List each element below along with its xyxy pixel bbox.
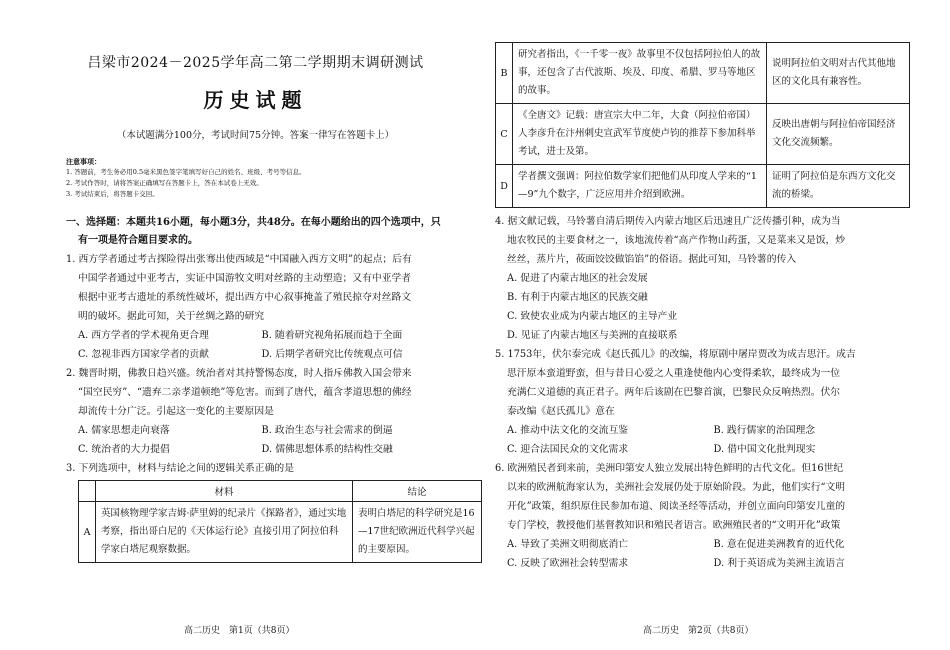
question-5 — [495, 345, 920, 421]
question-line: 充满仁义道德的真正君子。两年后该剧在巴黎首演，巴黎民众反响热烈。伏尔 — [507, 387, 841, 398]
question-line: 专门学校，教授他们基督教知识和殖民者语言。欧洲殖民者的“文明开化”政策 — [507, 520, 841, 531]
footer-left: 高二历史 第1页（共8页） — [184, 626, 295, 636]
option-a: A. 西方学者的学术视角更合理 — [78, 330, 209, 341]
footer-right: 高二历史 第2页（共8页） — [643, 626, 754, 636]
option-d: D. 儒佛思想体系的结构性交融 — [261, 444, 393, 455]
question-line: 以来的欧洲航海家认为，美洲社会发展仍处于原始阶段。为此，他们实行“文明 — [507, 482, 846, 493]
question-4-options — [495, 269, 920, 345]
question-3-table-part2 — [495, 42, 910, 208]
question-line: 1. 西方学者通过考古探险得出张骞出使西域是“中国融入西方文明”的起点；后有 — [66, 254, 412, 265]
question-4 — [495, 212, 920, 269]
option-a: A. 儒家思想走向衰落 — [78, 425, 170, 436]
row-letter: B — [496, 43, 513, 104]
row-letter: D — [496, 165, 513, 208]
row-letter: C — [496, 104, 513, 165]
attention-item: 3. 考试结束后，将答题卡交回。 — [66, 190, 159, 198]
table-header-blank — [79, 481, 96, 502]
question-line: 地农牧民的主要食材之一，该地流传着“高产作物山药蛋，又是菜来又是饭，炒 — [507, 235, 846, 246]
question-line: 根据中亚考古遗址的系统性破坏，提出西方中心叙事掩盖了殖民掠夺对丝路文 — [78, 292, 412, 303]
option-d: D. 借中国文化批判现实 — [713, 444, 816, 455]
table-header-conclusion: 结论 — [353, 481, 482, 502]
question-line: 泰改编《赵氏孤儿》意在 — [507, 406, 615, 417]
exam-title: 吕梁市2024－2025学年高二第二学期期末调研测试 — [87, 55, 424, 71]
attention-title: 注意事项： — [66, 157, 101, 166]
question-line: 3. 下列选项中，材料与结论之间的逻辑关系正确的是 — [66, 463, 294, 474]
question-2-options — [66, 421, 445, 459]
option-b: B. 有利于内蒙古地区的民族交融 — [507, 292, 648, 303]
section-heading-line: 有一项是符合题目要求的。 — [78, 235, 198, 246]
row-material: 学者撰文强调：阿拉伯数学家们把他们从印度人学来的“1—9”九个数字，广泛应用并介绍到欧洲。 — [513, 165, 767, 208]
question-2 — [66, 364, 445, 421]
question-line: 明的破坏。据此可知，关于丝绸之路的研究 — [78, 311, 265, 322]
option-c: C. 反映了欧洲社会转型需求 — [507, 558, 629, 569]
section-heading-line: 一、选择题：本题共16小题，每小题3分，共48分。在每小题给出的四个选项中，只 — [66, 217, 441, 228]
table-header-material: 材料 — [96, 481, 353, 502]
table-row — [496, 165, 910, 208]
option-c: C. 迎合法国民众的文化需求 — [507, 444, 629, 455]
question-6 — [495, 459, 920, 535]
table-row — [496, 43, 910, 104]
question-6-options — [495, 535, 920, 573]
option-b: B. 意在促进美洲教育的近代化 — [713, 539, 845, 550]
question-1 — [66, 250, 445, 326]
question-1-options — [66, 326, 445, 364]
option-d: D. 利于英语成为美洲主流语言 — [713, 558, 845, 569]
option-c: C. 统治者的大力提倡 — [78, 444, 170, 455]
question-line: 丝丝，蒸片片，莜面饺饺做馅馅”的俗语。据此可知，马铃薯的传入 — [507, 254, 797, 265]
row-material: 研究者指出，《一千零一夜》故事里不仅包括阿拉伯人的故事，还包含了古代波斯、埃及、印度、希腊、罗马等地区的故事。 — [513, 43, 767, 104]
question-line: 开化”政策，组织原住民参加布道、阅读圣经等活动，并创立面向印第安儿童的 — [507, 501, 846, 512]
attention-item: 2. 考试作答时，请将答案正确填写在答题卡上，答在本试卷上无效。 — [66, 179, 263, 187]
row-material: 英国核物理学家吉姆·萨里姆的纪录片《探路者》，通过实地考察，指出哥白尼的《天体运行论》直接引用了阿拉伯科学家白塔尼观察数据。 — [96, 502, 353, 563]
question-line: “国空民穷”、“遗弃二亲孝道顿绝”等危害。而到了唐代，蕴含孝道思想的佛经 — [78, 387, 412, 398]
option-c: C. 忽视非西方国家学者的贡献 — [78, 349, 209, 360]
row-conclusion: 证明了阿拉伯是东西方文化交流的桥梁。 — [767, 165, 910, 208]
option-a: A. 促进了内蒙古地区的社会发展 — [507, 273, 648, 284]
page-right — [475, 0, 950, 650]
table-row — [496, 104, 910, 165]
exam-note: （本试题满分100分，考试时间75分钟。答案一律写在答题卡上） — [116, 130, 395, 141]
option-d: D. 后期学者研究比传统观点可信 — [261, 349, 403, 360]
question-line: 却流传十分广泛。引起这一变化的主要原因是 — [78, 406, 274, 417]
question-line: 4. 据文献记载，马铃薯自清后期传入内蒙古地区后迅速且广泛传播引种，成为当 — [495, 216, 841, 227]
option-a: A. 导致了美洲文明彻底消亡 — [507, 539, 629, 550]
option-a: A. 推动中法文化的交流互鉴 — [507, 425, 629, 436]
exam-subtitle: 历史试题 — [203, 88, 308, 112]
question-line: 中国学者通过中亚考古，实证中国游牧文明对丝路的主动塑造；又有中亚学者 — [78, 273, 412, 284]
row-material: 《全唐文》记载：唐宣宗大中二年，大食（阿拉伯帝国）人李彦升在汴州刺史宣武军节度使卢钧的推荐下参加科举考试，进士及第。 — [513, 104, 767, 165]
question-5-options — [495, 421, 920, 459]
option-d: D. 见证了内蒙古地区与美洲的直接联系 — [507, 330, 678, 341]
row-letter: A — [79, 502, 96, 563]
question-3-table-part1 — [78, 480, 482, 563]
question-line: 5. 1753年，伏尔泰完成《赵氏孤儿》的改编，将原剧中屠岸贾改为成吉思汗。成吉 — [495, 349, 856, 360]
option-b: B. 践行儒家的治国理念 — [713, 425, 816, 436]
option-b: B. 政治生态与社会需求的倒逼 — [261, 425, 393, 436]
option-b: B. 随着研究视角拓展而趋于全面 — [261, 330, 403, 341]
section-heading — [66, 214, 445, 250]
row-conclusion: 反映出唐朝与阿拉伯帝国经济文化交流频繁。 — [767, 104, 910, 165]
question-line: 2. 魏晋时期，佛教日趋兴盛。统治者对其持警惕态度，时人指斥佛教入国会带来 — [66, 368, 412, 379]
row-conclusion: 表明白塔尼的科学研究是16—17世纪欧洲近代科学兴起的主要原因。 — [353, 502, 482, 563]
attention-item: 1. 答题前，考生务必用0.5毫米黑色签字笔填写好自己的姓名、班级、考号等信息。 — [66, 168, 306, 176]
option-c: C. 致使农业成为内蒙古地区的主导产业 — [507, 311, 678, 322]
question-3 — [66, 459, 445, 478]
question-line: 思汗原本蛮道野蛮，但与昔日心爱之人重逢使他内心变得柔软，最终成为一位 — [507, 368, 841, 379]
question-line: 6. 欧洲殖民者到来前，美洲印第安人独立发展出特色鲜明的古代文化。但16世纪 — [495, 463, 844, 474]
table-row — [79, 502, 482, 563]
row-conclusion: 说明阿拉伯文明对古代其他地区的文化具有兼容性。 — [767, 43, 910, 104]
